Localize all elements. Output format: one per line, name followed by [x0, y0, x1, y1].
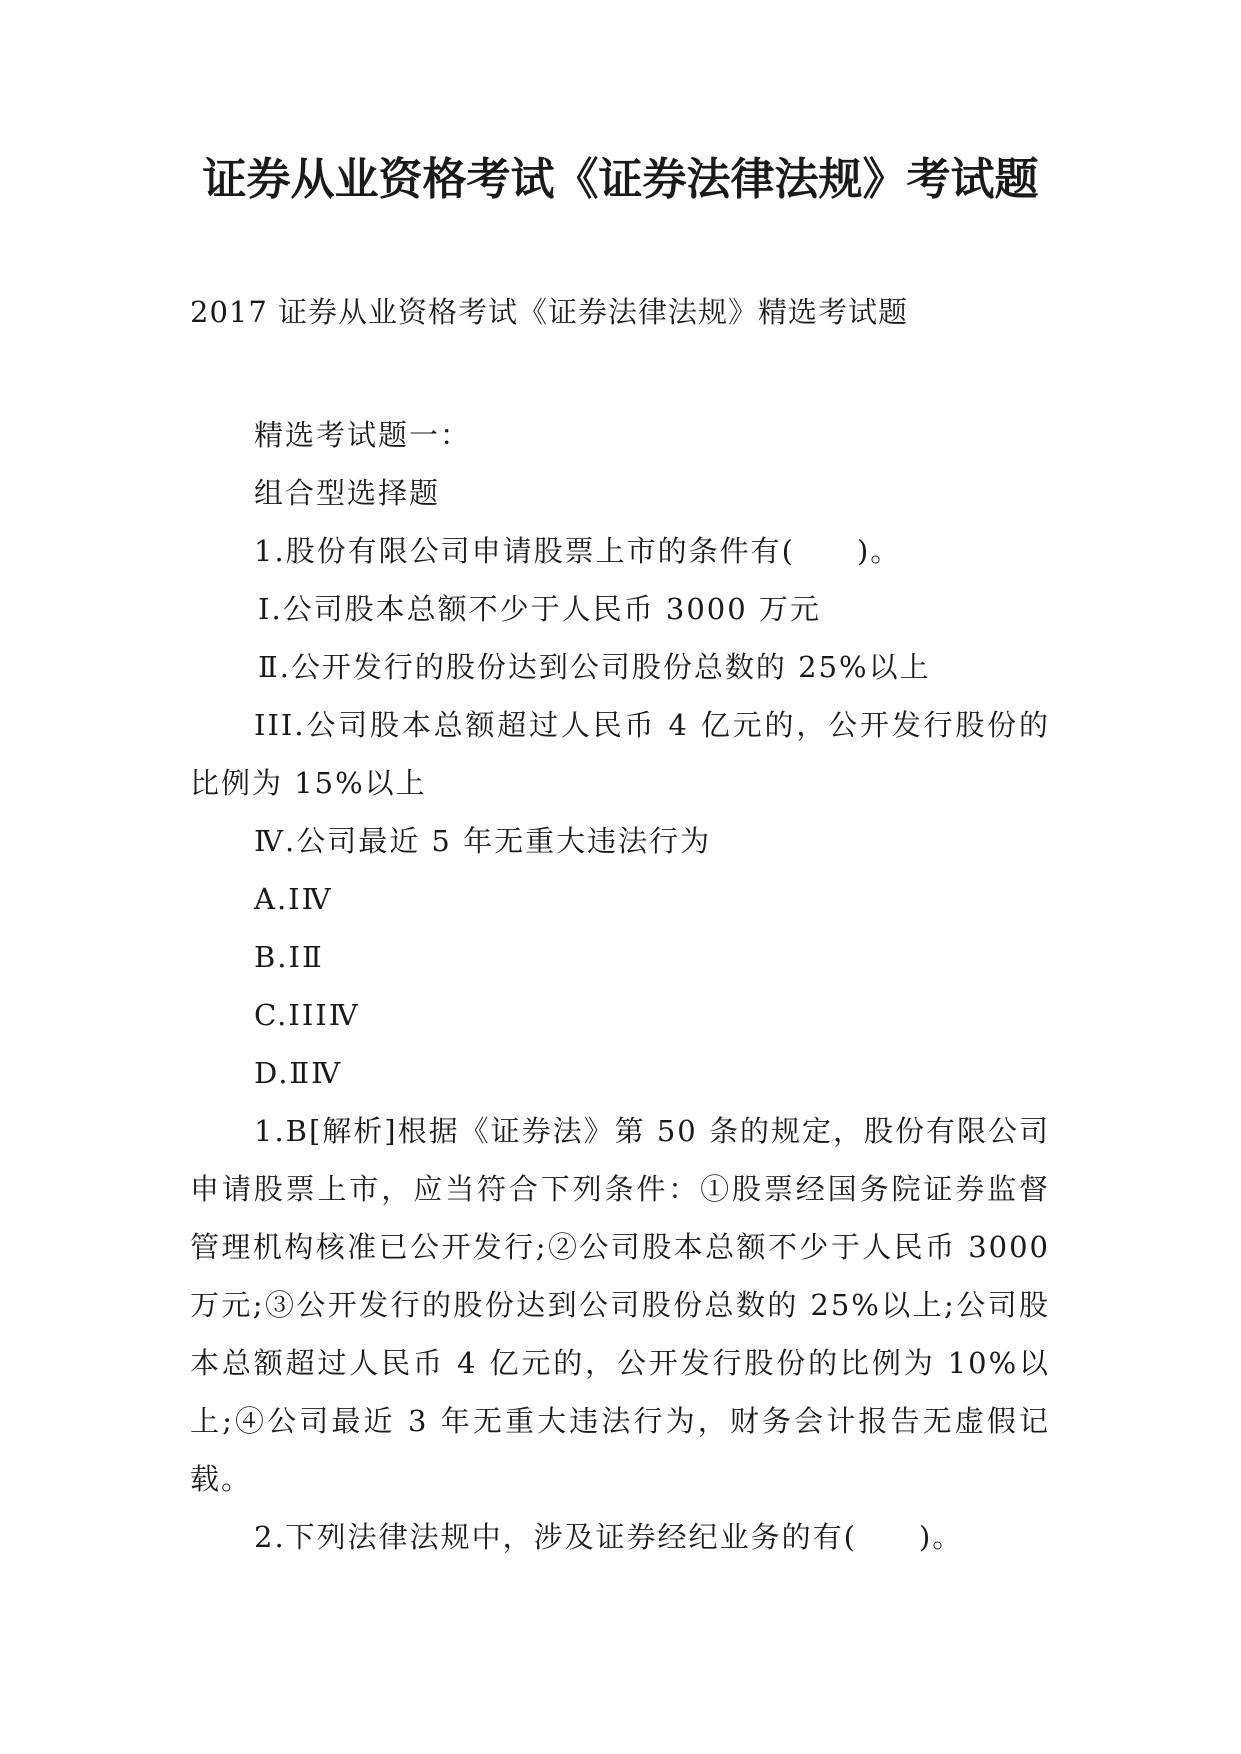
question-1-option-d: D.ⅡⅣ — [254, 1056, 343, 1090]
question-1-item-4: Ⅳ.公司最近 5 年无重大违法行为 — [254, 824, 712, 858]
question-2-stem: 2.下列法律法规中，涉及证券经纪业务的有( )。 — [254, 1520, 964, 1554]
document-subtitle: 2017 证券从业资格考试《证券法律法规》精选考试题 — [190, 295, 909, 329]
question-1-option-a: A.ⅠⅣ — [254, 882, 333, 916]
question-1-item-3: III.公司股本总额超过人民币 4 亿元的，公开发行股份的比例为 15%以上 — [190, 708, 1050, 800]
question-type: 组合型选择题 — [254, 476, 441, 510]
document-body — [190, 406, 1050, 1566]
question-1-stem: 1.股份有限公司申请股票上市的条件有( )。 — [254, 534, 902, 568]
question-1-option-c: C.IIIⅣ — [254, 998, 360, 1032]
document-title: 证券从业资格考试《证券法律法规》考试题 — [202, 154, 1039, 205]
question-1-option-b: B.ⅠⅡ — [254, 940, 324, 974]
question-1-item-1: Ⅰ.公司股本总额不少于人民币 3000 万元 — [258, 592, 821, 626]
question-1-item-2: Ⅱ.公开发行的股份达到公司股份总数的 25%以上 — [258, 650, 931, 684]
section-heading: 精选考试题一： — [254, 418, 472, 452]
question-1-answer-explanation: 1.B[解析]根据《证券法》第 50 条的规定，股份有限公司申请股票上市，应当符合下列条件：①股票经国务院证券监督管理机构核准已公开发行;②公司股本总额不少于人民币 3000 万元;③公开发行的股份达到公司股份总数的 25%以上;公司股本总额超过人民币 4 亿元的，公开发行股份的比例为 10%以上;④公司最近 3 年无重大违法行为，财务会计报告无虚假记载。 — [190, 1114, 1050, 1496]
